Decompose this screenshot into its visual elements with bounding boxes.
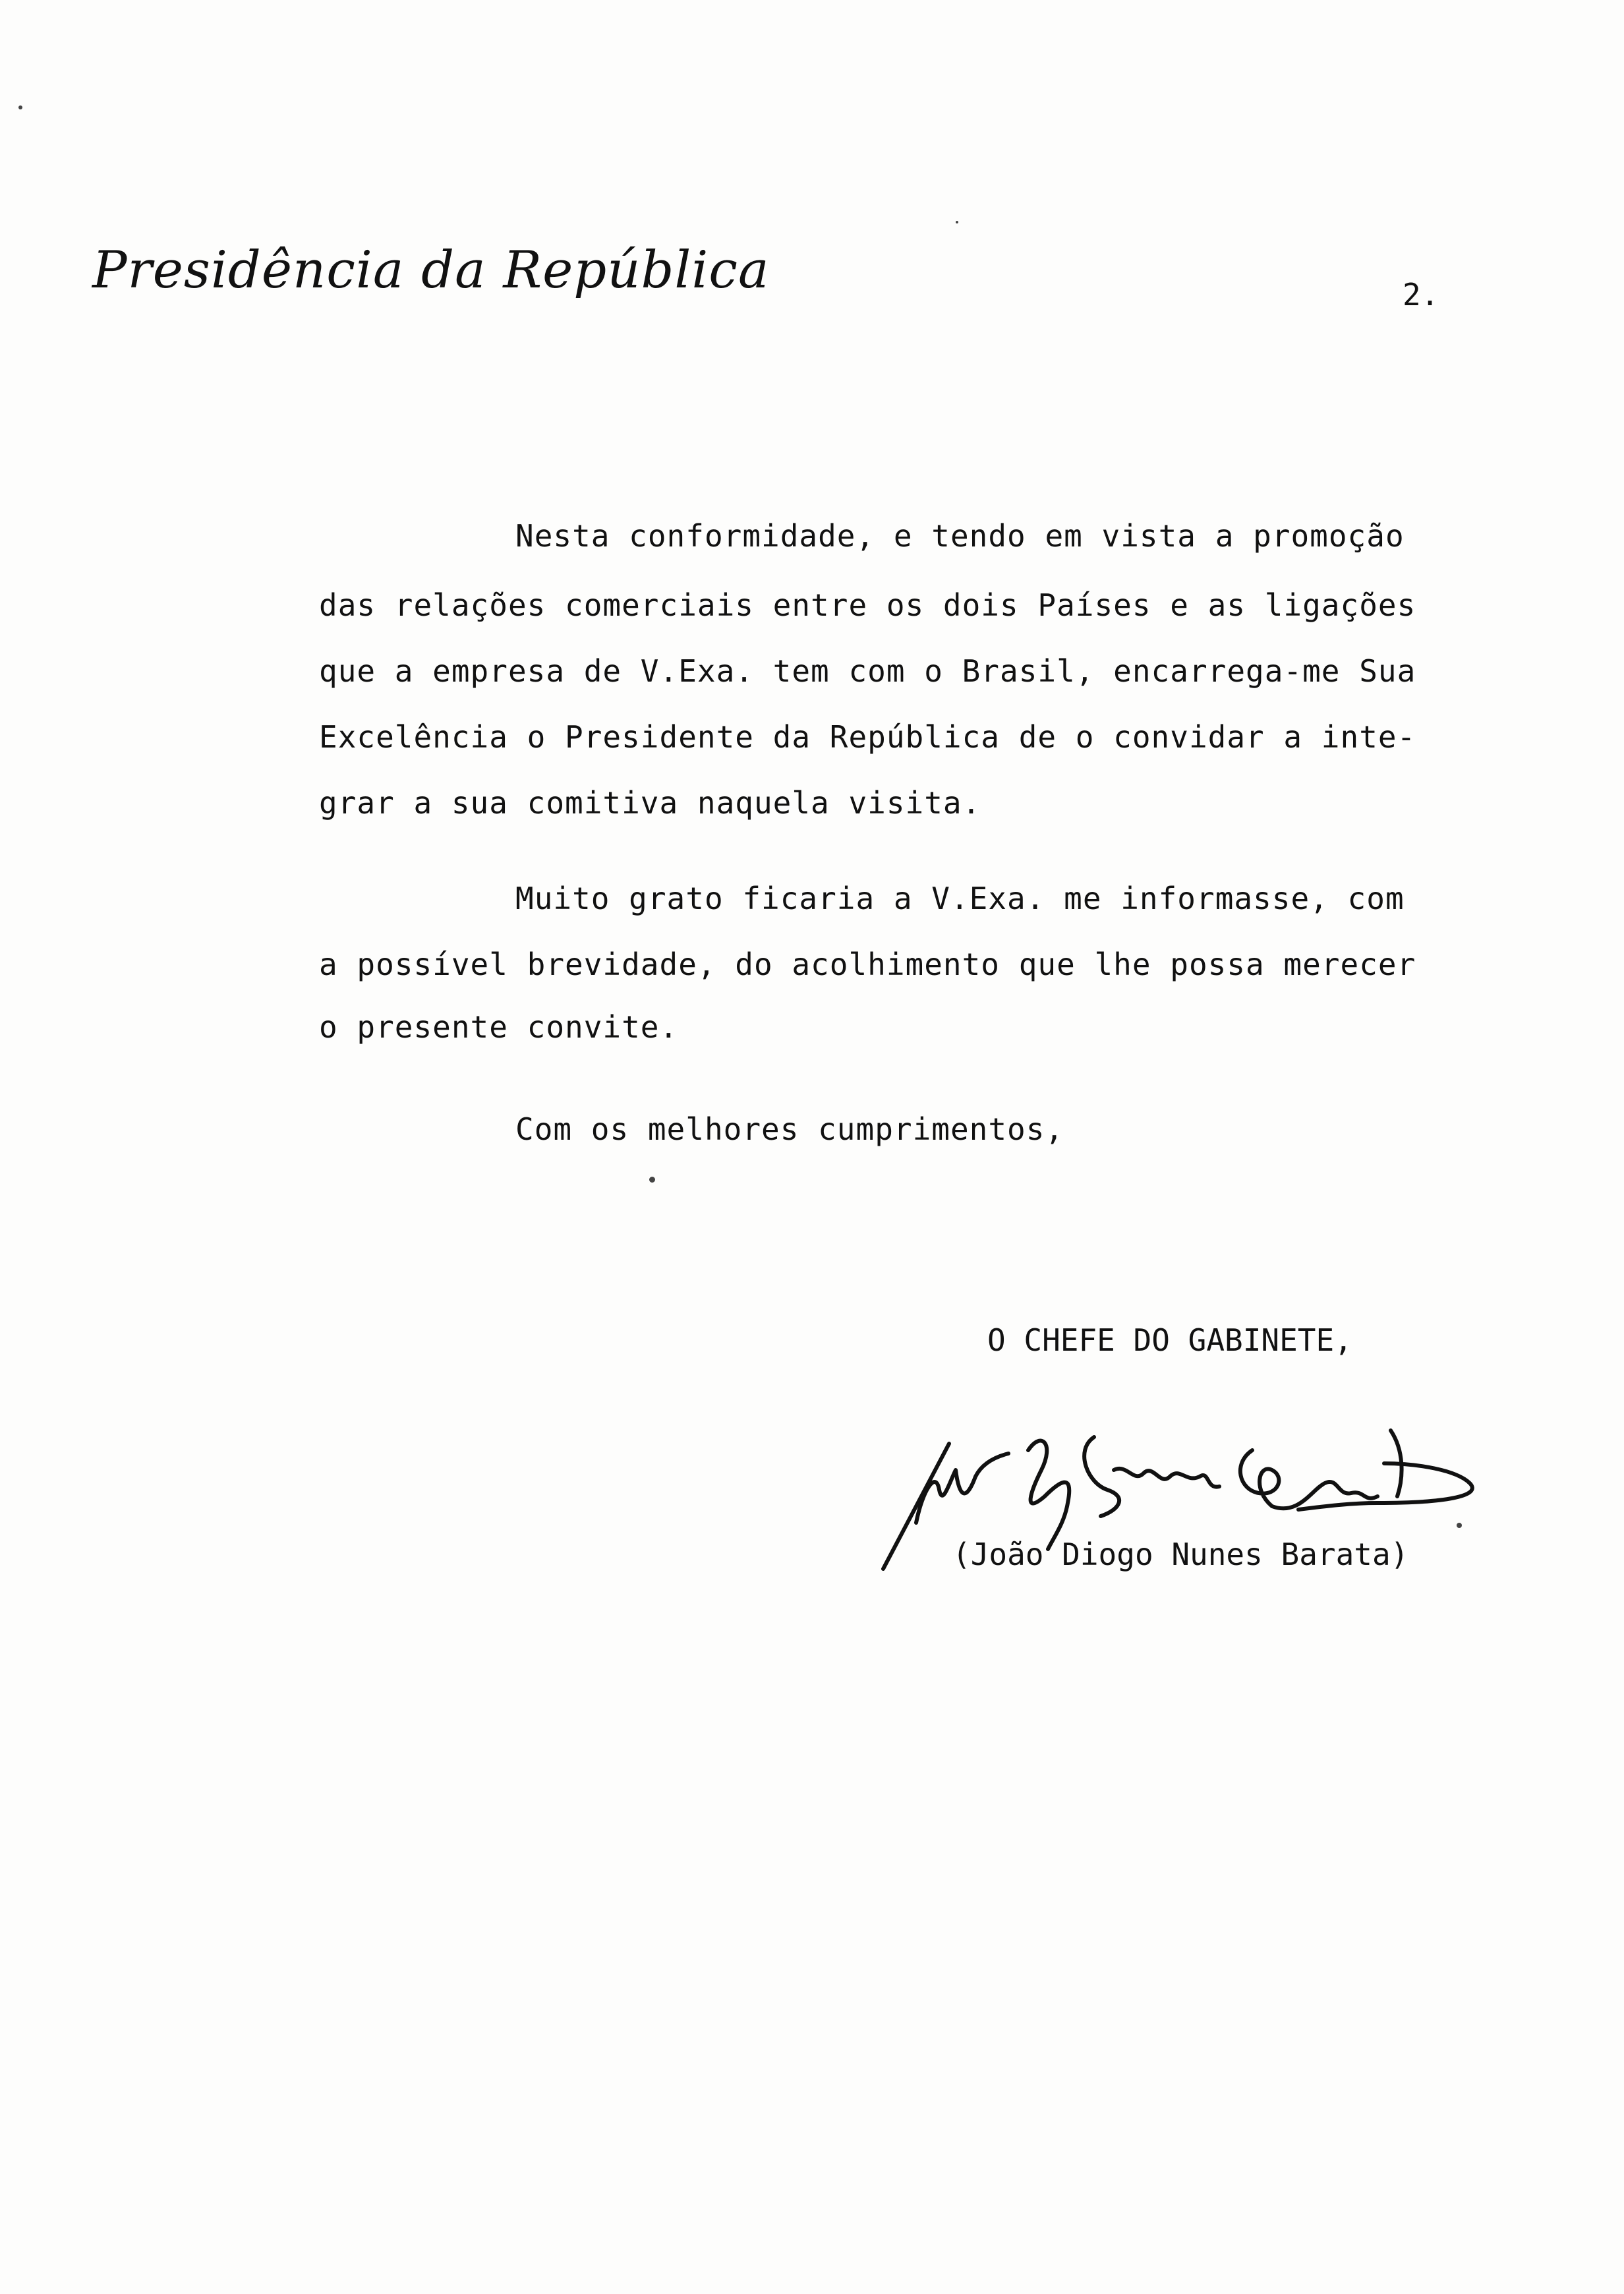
page-number: 2. (1403, 277, 1439, 312)
paragraph1-line4: Excelência o Presidente da República de o convidar a inte- (319, 719, 1416, 755)
scan-speck (956, 221, 958, 223)
signatory-name: (João Diogo Nunes Barata) (952, 1537, 1409, 1572)
letterhead-title: Presidência da República (92, 241, 770, 300)
closing-line: Com os melhores cumprimentos, (515, 1111, 1064, 1147)
paragraph1-line1: Nesta conformidade, e tendo em vista a promoção (515, 518, 1405, 554)
scan-speck (1457, 1523, 1462, 1528)
paragraph2-line3: o presente convite. (319, 1009, 679, 1045)
paragraph1-line2: das relações comerciais entre os dois Países e as ligações (319, 587, 1416, 623)
scan-speck (18, 105, 22, 109)
paragraph1-line3: que a empresa de V.Exa. tem com o Brasil, encarrega-me Sua (319, 653, 1416, 689)
scan-speck (649, 1177, 655, 1183)
paragraph1-line5: grar a sua comitiva naquela visita. (319, 785, 981, 821)
signature-title: O CHEFE DO GABINETE, (987, 1322, 1352, 1358)
paragraph2-line2: a possível brevidade, do acolhimento que lhe possa merecer (319, 947, 1416, 982)
paragraph2-line1: Muito grato ficaria a V.Exa. me informasse, com (515, 881, 1405, 916)
